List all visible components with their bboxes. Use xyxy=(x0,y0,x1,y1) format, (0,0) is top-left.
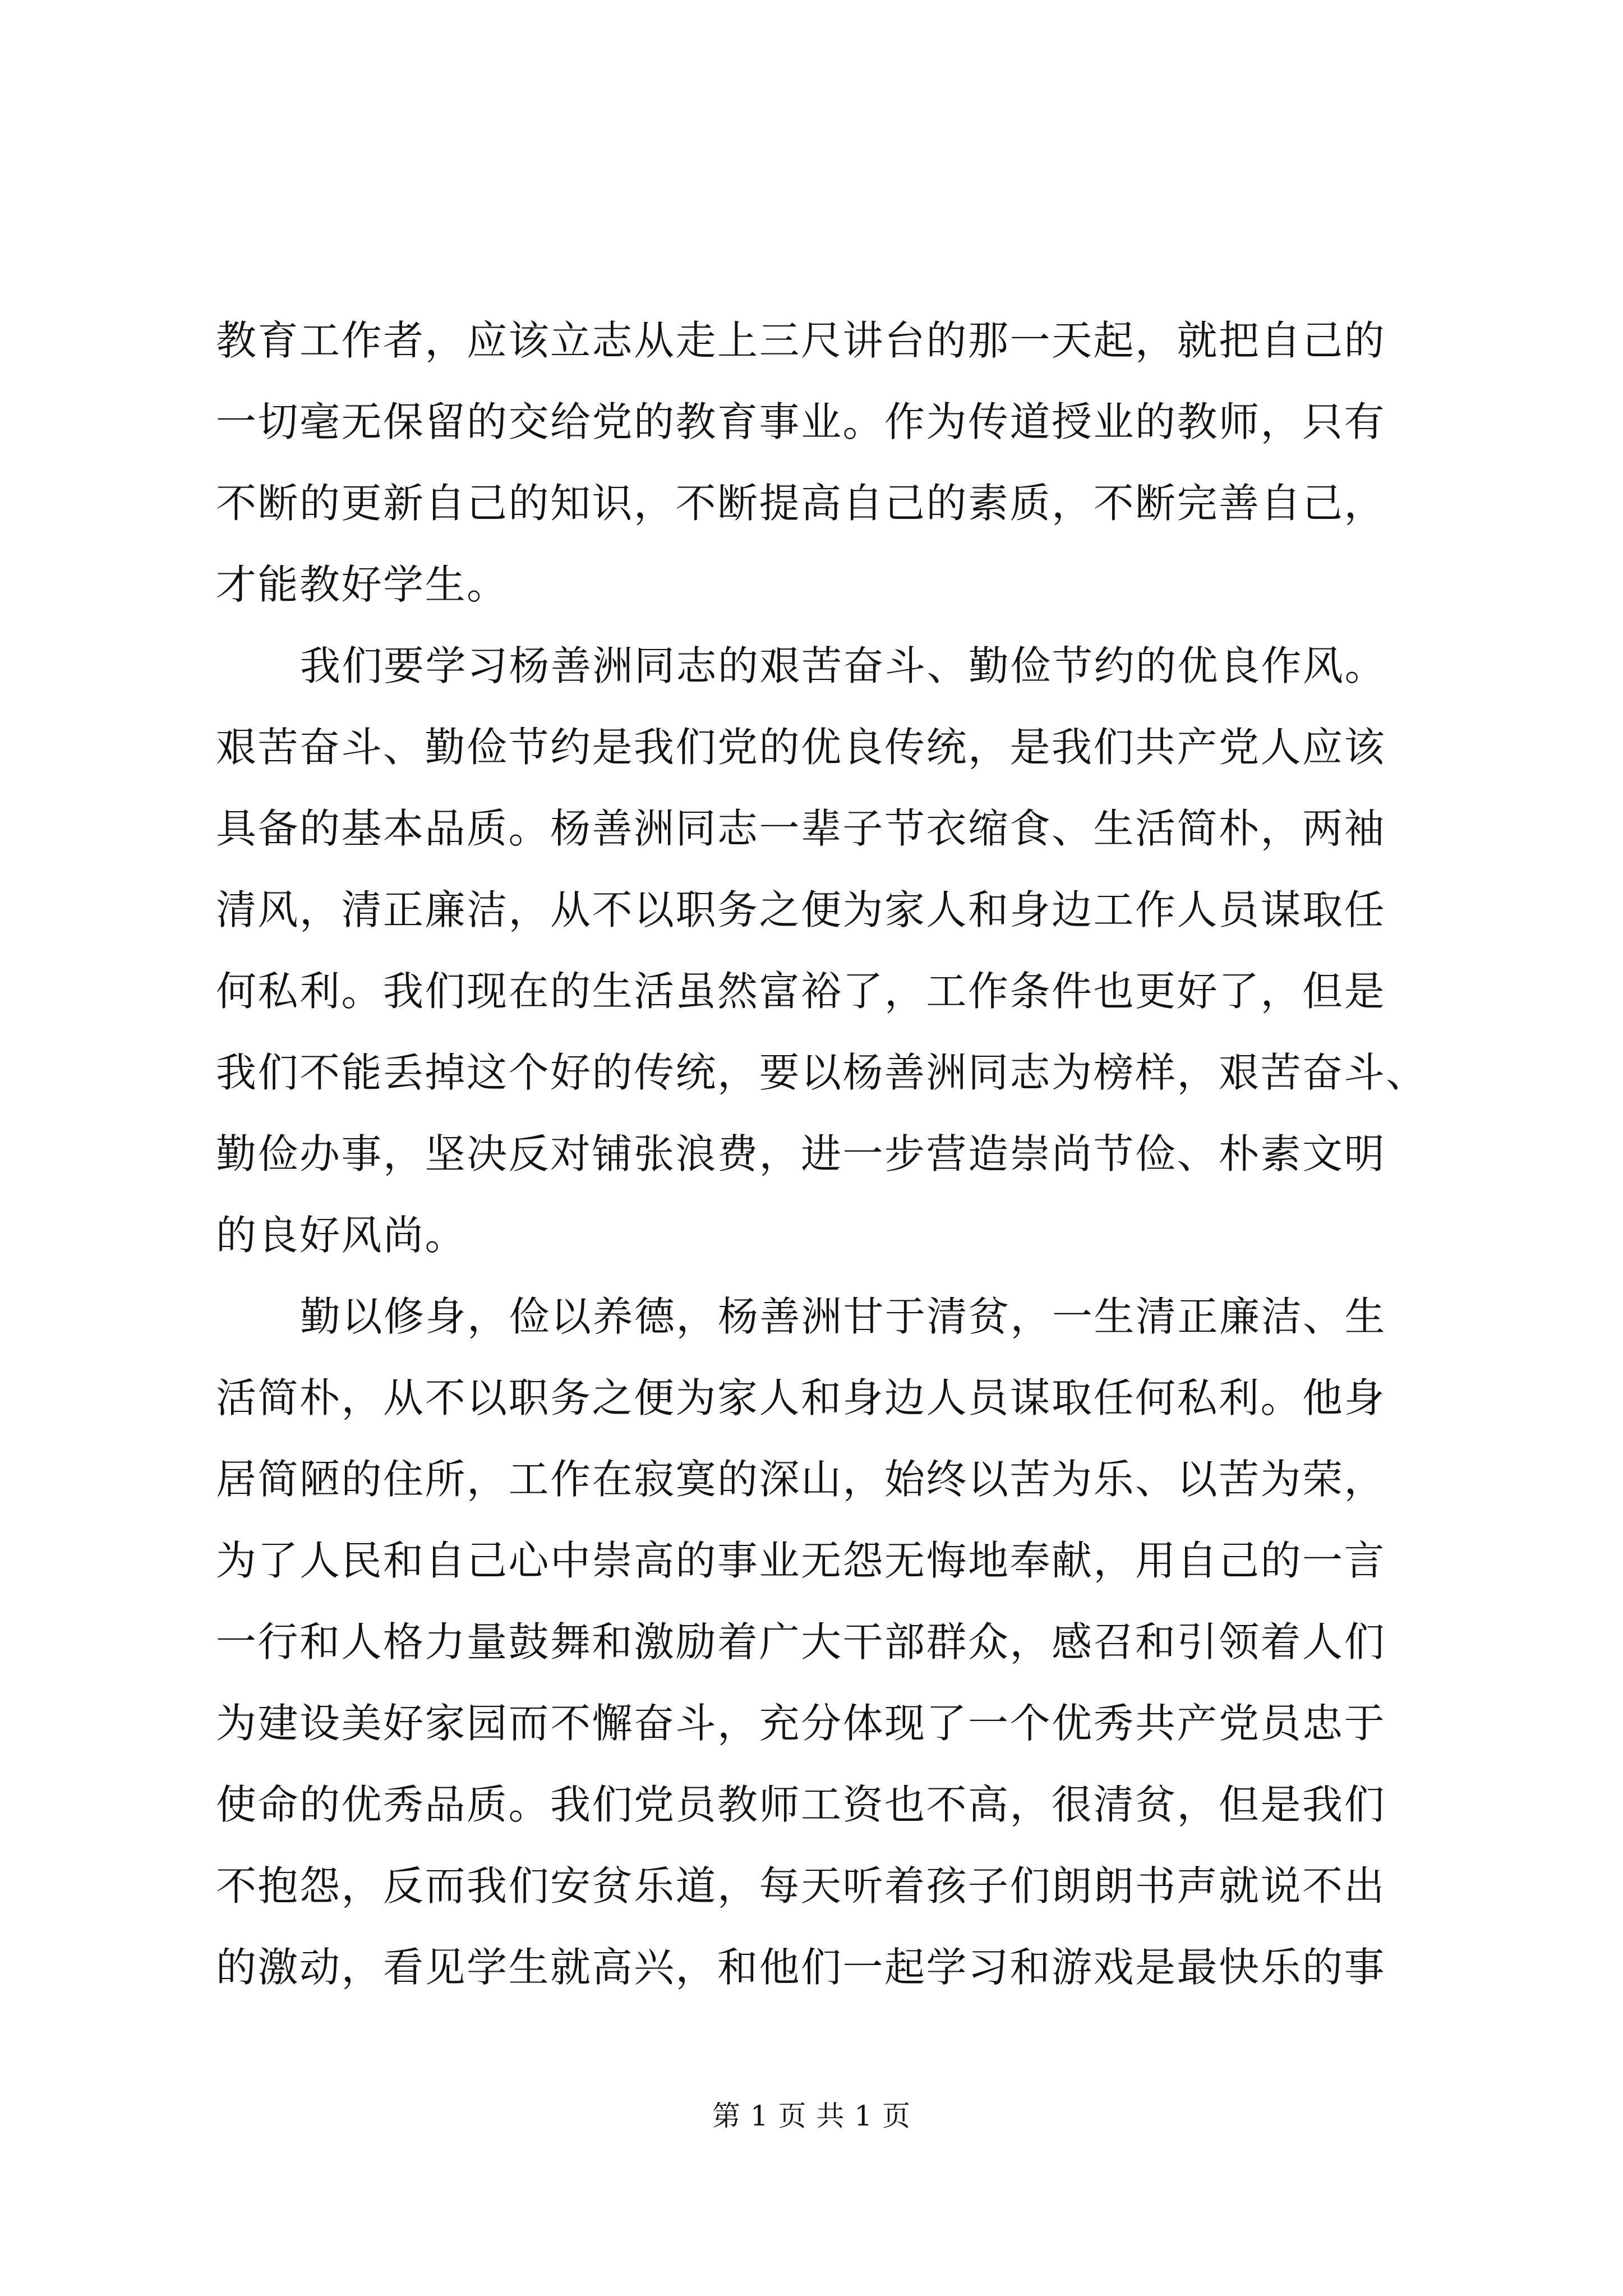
text-line: 为建设美好家园而不懈奋斗，充分体现了一个优秀共产党员忠于 xyxy=(216,1700,1386,1747)
text-line: 居简陋的住所，工作在寂寞的深山，始终以苦为乐、以苦为荣， xyxy=(216,1456,1386,1503)
text-line: 具备的基本品质。杨善洲同志一辈子节衣缩食、生活简朴，两袖 xyxy=(216,805,1386,852)
text-line: 清风，清正廉洁，从不以职务之便为家人和身边工作人员谋取任 xyxy=(216,886,1386,933)
text-line: 一切毫无保留的交给党的教育事业。作为传道授业的教师，只有 xyxy=(216,398,1386,445)
text-line: 使命的优秀品质。我们党员教师工资也不高，很清贫，但是我们 xyxy=(216,1781,1386,1828)
text-line: 为了人民和自己心中崇高的事业无怨无悔地奉献，用自己的一言 xyxy=(216,1537,1386,1584)
paragraph-1 xyxy=(216,300,1410,625)
text-line: 我们不能丢掉这个好的传统，要以杨善洲同志为榜样，艰苦奋斗、 xyxy=(216,1049,1428,1096)
paragraph-3 xyxy=(216,1276,1410,2008)
paragraph-2 xyxy=(216,625,1428,1276)
document-body xyxy=(216,300,1428,2008)
text-line: 活简朴，从不以职务之便为家人和身边人员谋取任何私利。他身 xyxy=(216,1374,1386,1421)
text-line: 不断的更新自己的知识，不断提高自己的素质，不断完善自己， xyxy=(216,480,1386,527)
page-footer: 第 1 页 共 1 页 xyxy=(712,2100,911,2132)
text-line: 不抱怨，反而我们安贫乐道，每天听着孩子们朗朗书声就说不出 xyxy=(216,1862,1386,1910)
text-line: 教育工作者，应该立志从走上三尺讲台的那一天起，就把自己的 xyxy=(216,317,1386,364)
text-line: 艰苦奋斗、勤俭节约是我们党的优良传统，是我们共产党人应该 xyxy=(216,724,1386,771)
text-line: 勤以修身，俭以养德，杨善洲甘于清贫，一生清正廉洁、生 xyxy=(300,1293,1387,1340)
text-line: 的激动，看见学生就高兴，和他们一起学习和游戏是最快乐的事 xyxy=(216,1944,1386,1991)
text-line: 我们要学习杨善洲同志的艰苦奋斗、勤俭节约的优良作风。 xyxy=(300,642,1387,689)
text-line: 的良好风尚。 xyxy=(216,1212,467,1259)
text-line: 才能教好学生。 xyxy=(216,561,509,608)
text-line: 勤俭办事，坚决反对铺张浪费，进一步营造崇尚节俭、朴素文明 xyxy=(216,1130,1386,1177)
text-line: 一行和人格力量鼓舞和激励着广大干部群众，感召和引领着人们 xyxy=(216,1618,1386,1665)
text-line: 何私利。我们现在的生活虽然富裕了，工作条件也更好了，但是 xyxy=(216,968,1386,1015)
